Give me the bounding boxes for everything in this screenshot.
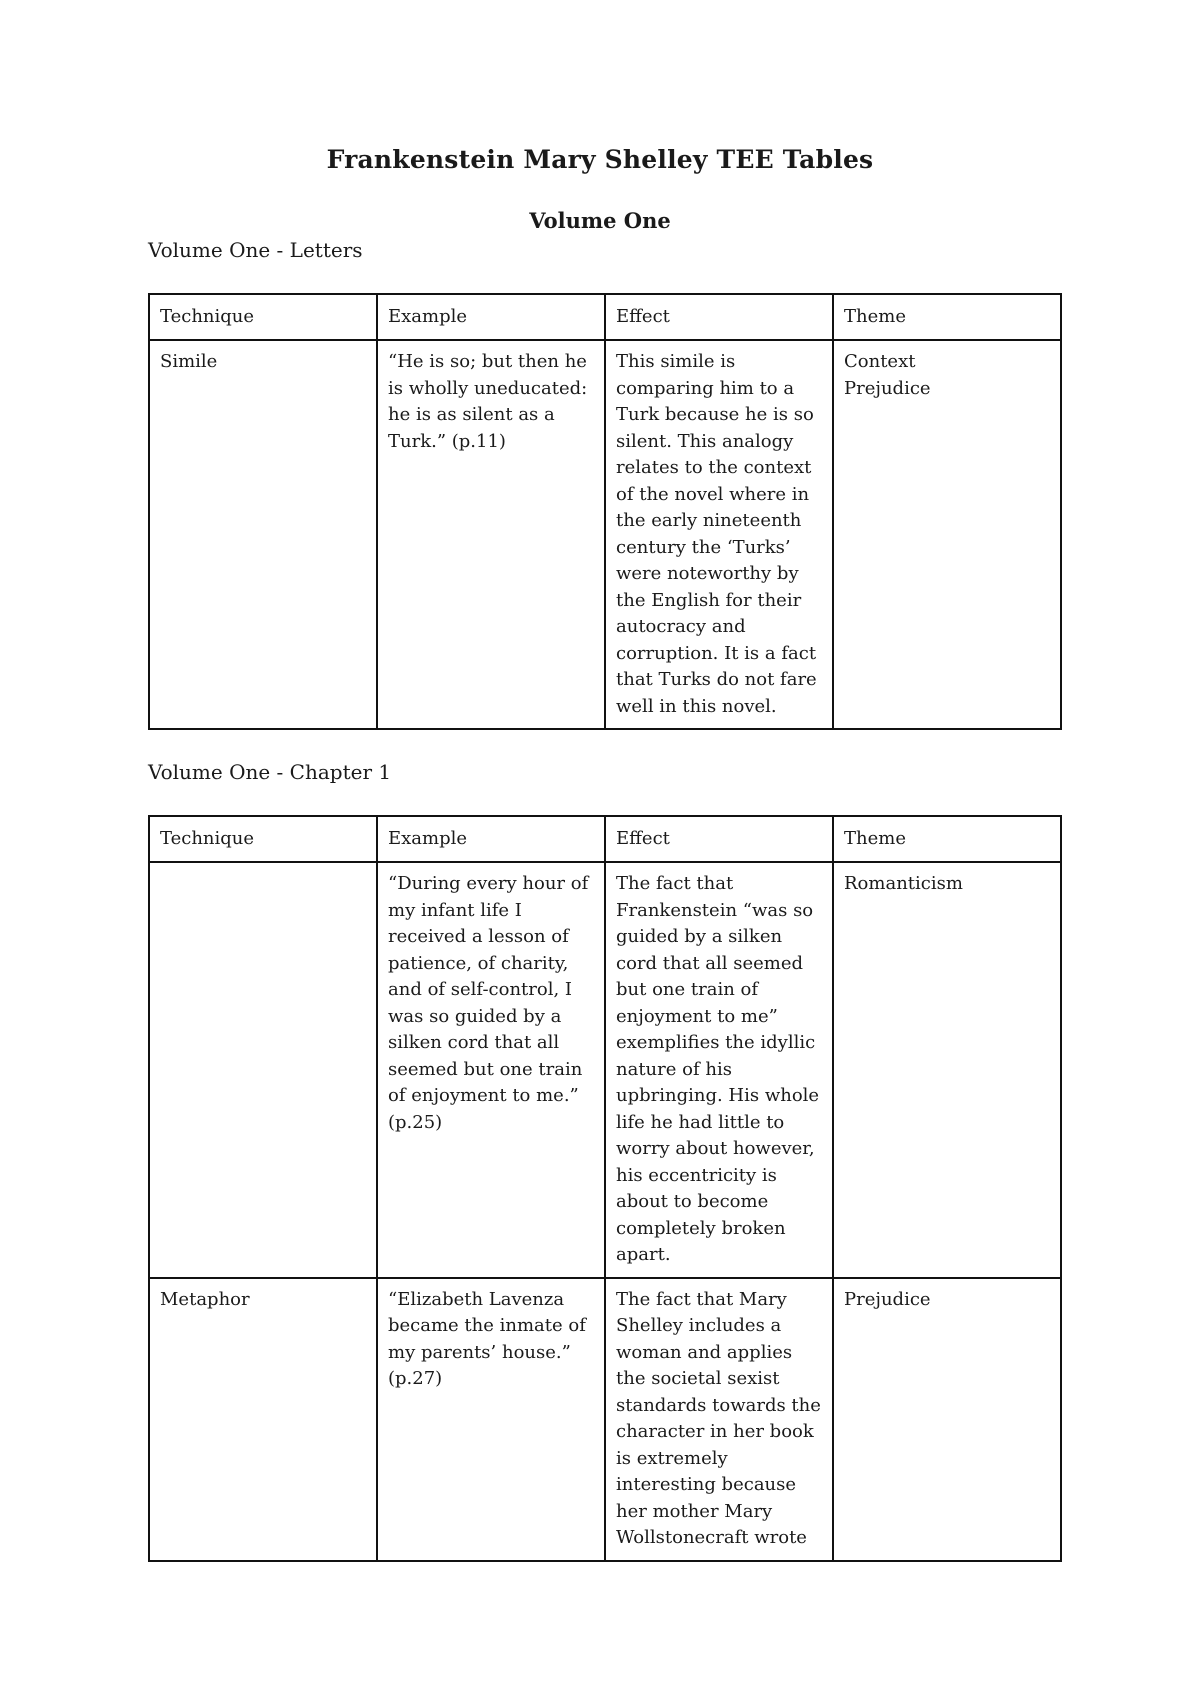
header-theme: Theme bbox=[833, 816, 1061, 862]
table-row bbox=[149, 1278, 1061, 1561]
table-row bbox=[149, 862, 1061, 1278]
tee-table-letters bbox=[148, 293, 1062, 730]
example-cell: “He is so; but then he is wholly uneducated: he is as silent as a Turk.” (p.11) bbox=[377, 340, 605, 729]
table-header-row bbox=[149, 294, 1061, 340]
example-cell: “Elizabeth Lavenza became the inmate of my parents’ house.” (p.27) bbox=[377, 1278, 605, 1561]
header-effect: Effect bbox=[605, 294, 833, 340]
header-effect: Effect bbox=[605, 816, 833, 862]
effect-cell: The fact that Frankenstein “was so guided by a silken cord that all seemed but one train of enjoyment to me” exemplifies the idyllic nature of his upbringing. His whole life he had little to worry about however, his eccentricity is about to become completely broken apart. bbox=[605, 862, 833, 1278]
technique-cell: Simile bbox=[149, 340, 377, 729]
technique-cell: Metaphor bbox=[149, 1278, 377, 1561]
theme-cell bbox=[833, 340, 1061, 729]
header-example: Example bbox=[377, 816, 605, 862]
example-cell: “During every hour of my infant life I received a lesson of patience, of charity, and of self-control, I was so guided by a silken cord that all seemed but one train of enjoyment to me.” (p.25) bbox=[377, 862, 605, 1278]
section-label-chapter-1: Volume One - Chapter 1 bbox=[148, 760, 392, 784]
table-header-row bbox=[149, 816, 1061, 862]
document-title: Frankenstein Mary Shelley TEE Tables bbox=[326, 145, 874, 174]
header-example: Example bbox=[377, 294, 605, 340]
section-label-letters: Volume One - Letters bbox=[148, 238, 363, 262]
theme-cell bbox=[833, 862, 1061, 1278]
tee-table-chapter-1 bbox=[148, 815, 1062, 1562]
theme-item: Prejudice bbox=[844, 1288, 931, 1310]
theme-item: Prejudice bbox=[844, 377, 931, 399]
header-technique: Technique bbox=[149, 816, 377, 862]
theme-item: Context bbox=[844, 351, 916, 372]
table-row bbox=[149, 340, 1061, 729]
theme-item: Romanticism bbox=[844, 873, 963, 894]
technique-cell bbox=[149, 862, 377, 1278]
header-theme: Theme bbox=[833, 294, 1061, 340]
volume-heading: Volume One bbox=[529, 208, 671, 233]
header-technique: Technique bbox=[149, 294, 377, 340]
effect-cell: This simile is comparing him to a Turk because he is so silent. This analogy relates to the context of the novel where in the early nineteenth century the ‘Turks’ were noteworthy by the English for their autocracy and corruption. It is a fact that Turks do not fare well in this novel. bbox=[605, 340, 833, 729]
theme-cell bbox=[833, 1278, 1061, 1561]
effect-cell: The fact that Mary Shelley includes a woman and applies the societal sexist standards towards the character in her book is extremely interesting because her mother Mary Wollstonecraft wrote bbox=[605, 1278, 833, 1561]
